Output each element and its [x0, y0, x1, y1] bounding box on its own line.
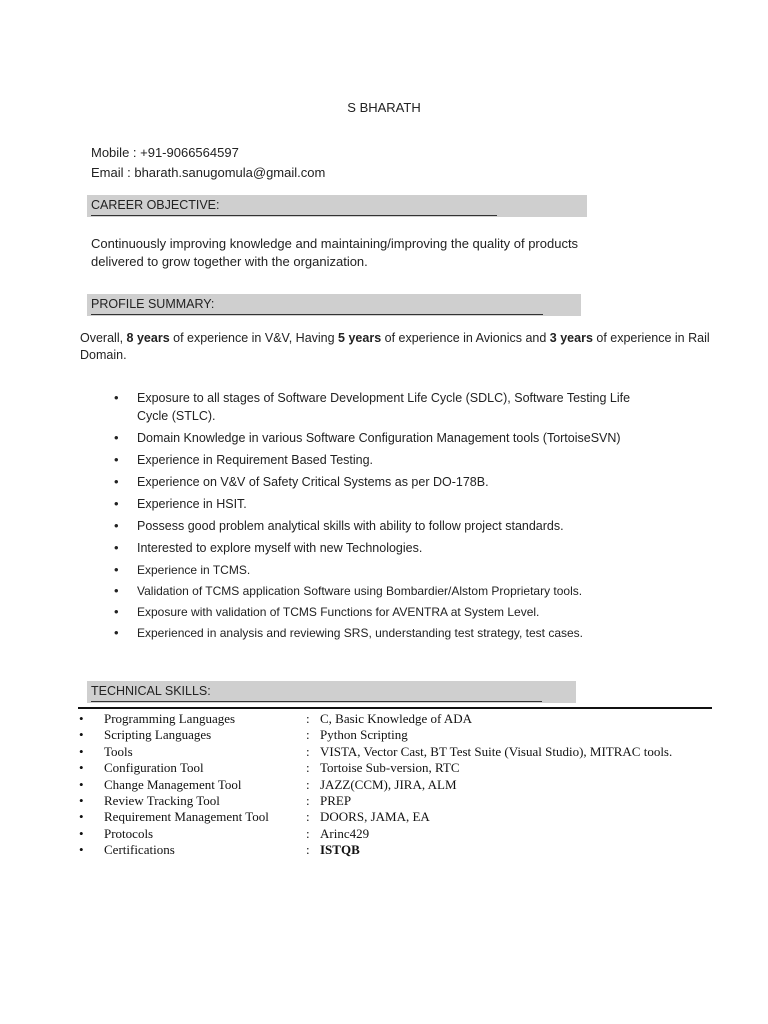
- skill-label: Tools: [104, 743, 133, 759]
- list-item: • Exposure to all stages of Software Development Life Cycle (SDLC), Software Testing Life Cycle (STLC).: [110, 389, 650, 425]
- colon: :: [306, 711, 310, 726]
- colon: :: [306, 760, 310, 776]
- list-item: • Domain Knowledge in various Software Configuration Management tools (TortoiseSVN): [110, 429, 650, 447]
- skill-label: Scripting Languages: [104, 727, 212, 743]
- table-row: [78, 793, 672, 809]
- skill-value: JAZZ(CCM), JIRA, ALM: [320, 776, 457, 792]
- table-row: [78, 777, 672, 793]
- bullet: •: [79, 727, 84, 743]
- overview-text-4: of experience in Rail Domain.: [80, 331, 710, 362]
- heading-underline: [91, 701, 542, 702]
- bullet: •: [79, 760, 84, 776]
- skill-label: Change Management Tool: [104, 776, 242, 792]
- colon: :: [306, 809, 310, 825]
- skill-value: C, Basic Knowledge of ADA: [320, 711, 473, 726]
- profile-summary-heading: PROFILE SUMMARY:: [91, 297, 215, 311]
- bullet: •: [79, 776, 84, 792]
- technical-skills-heading: TECHNICAL SKILLS:: [91, 684, 211, 698]
- bullet: •: [79, 743, 84, 759]
- bullet: •: [79, 809, 84, 825]
- skill-value: VISTA, Vector Cast, BT Test Suite (Visual Studio), MITRAC tools.: [320, 743, 673, 759]
- colon: :: [306, 743, 310, 759]
- heading-underline: [91, 314, 543, 315]
- table-row: [78, 744, 672, 760]
- table-row: [78, 711, 672, 727]
- overview-years-avionics: 5 years: [338, 331, 382, 345]
- skill-label: Programming Languages: [104, 711, 236, 726]
- colon: :: [306, 825, 310, 841]
- career-objective-heading: CAREER OBJECTIVE:: [91, 198, 220, 212]
- overview-text-1: Overall,: [80, 331, 127, 345]
- list-item: • Possess good problem analytical skills with ability to follow project standards.: [110, 517, 650, 535]
- skill-value: Tortoise Sub-version, RTC: [320, 760, 460, 776]
- colon: :: [306, 792, 310, 808]
- bullet: •: [79, 792, 84, 808]
- overview-text-2: of experience in V&V, Having: [169, 331, 339, 345]
- skill-label: Review Tracking Tool: [104, 792, 220, 808]
- overview-years-vv: 8 years: [126, 331, 170, 345]
- candidate-name: S BHARATH: [347, 100, 421, 115]
- list-item: • Interested to explore myself with new Technologies.: [110, 539, 650, 557]
- list-item: • Experienced in analysis and reviewing SRS, understanding test strategy, test cases.: [110, 624, 650, 642]
- table-row: [78, 727, 672, 743]
- table-row: [78, 826, 672, 842]
- skill-value: ISTQB: [320, 842, 360, 858]
- list-item: • Exposure with validation of TCMS Functions for AVENTRA at System Level.: [110, 603, 650, 621]
- table-row: [78, 842, 672, 858]
- career-objective-text-2: delivered to grow together with the organization.: [91, 254, 368, 269]
- bullet: •: [79, 825, 84, 841]
- list-item: • Experience in Requirement Based Testing.: [110, 451, 650, 469]
- skill-value: Arinc429: [320, 825, 370, 841]
- technical-skills-header: [87, 681, 576, 703]
- skill-value: DOORS, JAMA, EA: [320, 809, 430, 825]
- overview-text-3: of experience in Avionics and: [381, 331, 550, 345]
- bullet: •: [79, 842, 84, 858]
- skill-label: Protocols: [104, 825, 154, 841]
- overview-years-rail: 3 years: [549, 331, 593, 345]
- skill-label: Certifications: [104, 842, 175, 858]
- colon: :: [306, 727, 310, 743]
- skill-value: Python Scripting: [320, 727, 408, 743]
- career-objective-text-1: Continuously improving knowledge and maintaining/improving the quality of products: [91, 236, 579, 251]
- profile-bullet-list: [110, 389, 650, 645]
- colon: :: [306, 842, 310, 858]
- career-objective-header: [87, 195, 587, 217]
- table-row: [78, 760, 672, 776]
- experience-overview: [80, 330, 720, 364]
- heading-underline: [91, 215, 497, 216]
- bullet: •: [79, 711, 84, 726]
- section-divider: [78, 707, 712, 709]
- skill-label: Configuration Tool: [104, 760, 204, 776]
- list-item: • Experience on V&V of Safety Critical Systems as per DO-178B.: [110, 473, 650, 491]
- profile-summary-header: [87, 294, 581, 316]
- table-row: [78, 809, 672, 825]
- colon: :: [306, 776, 310, 792]
- list-item: • Experience in HSIT.: [110, 495, 650, 513]
- mobile-number: Mobile : +91-9066564597: [91, 145, 239, 160]
- list-item: • Experience in TCMS.: [110, 561, 650, 579]
- skill-value: PREP: [320, 792, 352, 808]
- email-address: Email : bharath.sanugomula@gmail.com: [91, 165, 326, 180]
- technical-skills-table: [78, 711, 672, 859]
- skill-label: Requirement Management Tool: [104, 809, 269, 825]
- list-item: • Validation of TCMS application Software using Bombardier/Alstom Proprietary tools.: [110, 582, 650, 600]
